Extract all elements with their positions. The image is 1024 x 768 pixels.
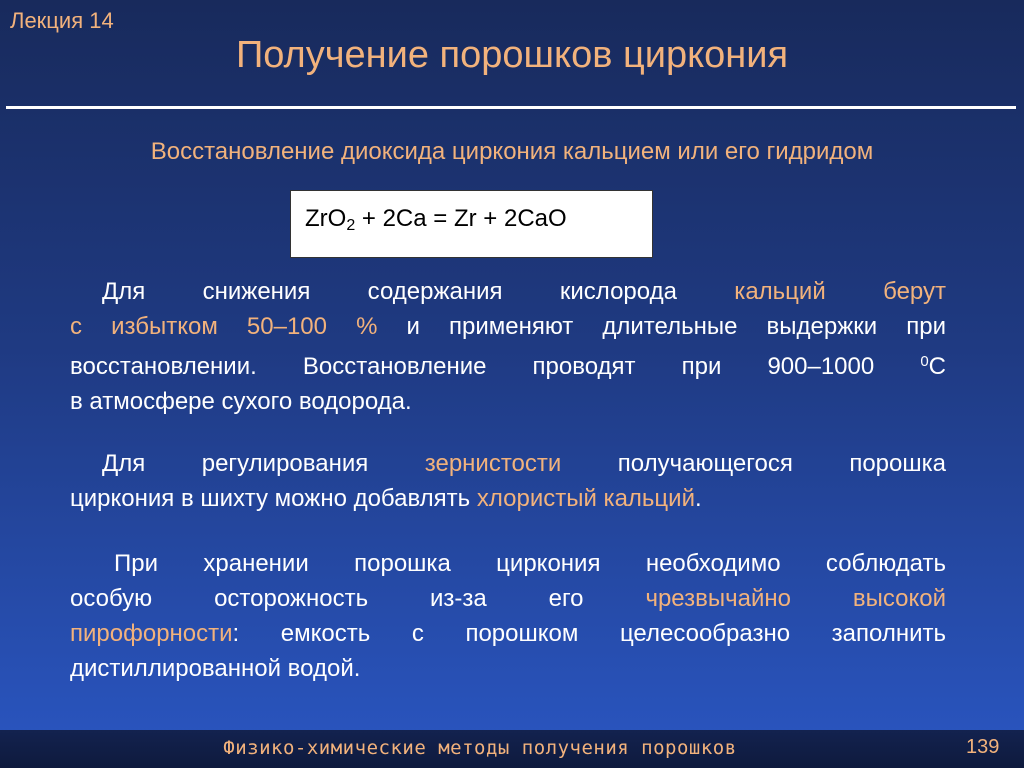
formula-subscript: 2 [346, 217, 356, 234]
p2-text-3: циркония в шихту можно добавлять [70, 485, 477, 512]
p1-text-2: и применяют длительные выдержки при [377, 313, 946, 340]
p3-line-3 [70, 616, 946, 651]
paragraph-storage [70, 546, 946, 686]
paragraph-oxygen-reduction [70, 274, 946, 419]
p2-text-2: получающегося порошка [561, 450, 946, 477]
reaction-formula-box [290, 190, 653, 258]
p1-text-4: C [928, 353, 946, 380]
p2-line-2 [70, 481, 946, 516]
p1-highlight-2: с избытком 50–100 % [70, 313, 378, 340]
p3-text-3: : емкость с порошком целесообразно заполнить [232, 620, 946, 647]
lecture-label: Лекция 14 [10, 8, 114, 33]
p1-highlight-1: кальций берут [734, 278, 946, 305]
title-divider [6, 106, 1016, 109]
p2-highlight-1: зернистости [424, 450, 562, 477]
formula-part-1: ZrO [305, 205, 347, 232]
p2-highlight-2: хлористый кальций [476, 485, 695, 512]
slide-subtitle: Восстановление диоксида циркония кальцием или его гидридом [150, 138, 874, 165]
p3-line-4: дистиллированной водой. [70, 655, 361, 682]
p2-line-1 [70, 446, 946, 481]
footer-course-title: Физико-химические методы получения порошков [223, 737, 737, 759]
p3-line-1: При хранении порошка циркония необходимо соблюдать [114, 550, 946, 577]
p1-line-1 [70, 274, 946, 309]
p1-degree-superscript: 0 [920, 353, 929, 370]
p1-line-4: в атмосфере сухого водорода. [70, 388, 412, 415]
slide-title: Получение порошков циркония [235, 34, 789, 76]
p3-text-2: особую осторожность из-за его [70, 585, 646, 612]
p2-text-1: Для регулирования [102, 450, 425, 477]
paragraph-grain-control [70, 446, 946, 516]
p3-highlight-1: чрезвычайно высокой [645, 585, 947, 612]
p1-text-1: Для снижения содержания кислорода [102, 278, 735, 305]
p2-text-4: . [694, 485, 702, 512]
p1-line-2 [70, 309, 946, 344]
p1-text-3: восстановлении. Восстановление проводят при 900–1000 [70, 353, 921, 380]
page-number: 139 [966, 736, 1000, 758]
p3-highlight-2: пирофорности [70, 620, 233, 647]
p3-line-2 [70, 581, 946, 616]
p1-line-3 [70, 344, 946, 384]
formula-part-2: + 2Ca = Zr + 2CaO [355, 205, 567, 232]
